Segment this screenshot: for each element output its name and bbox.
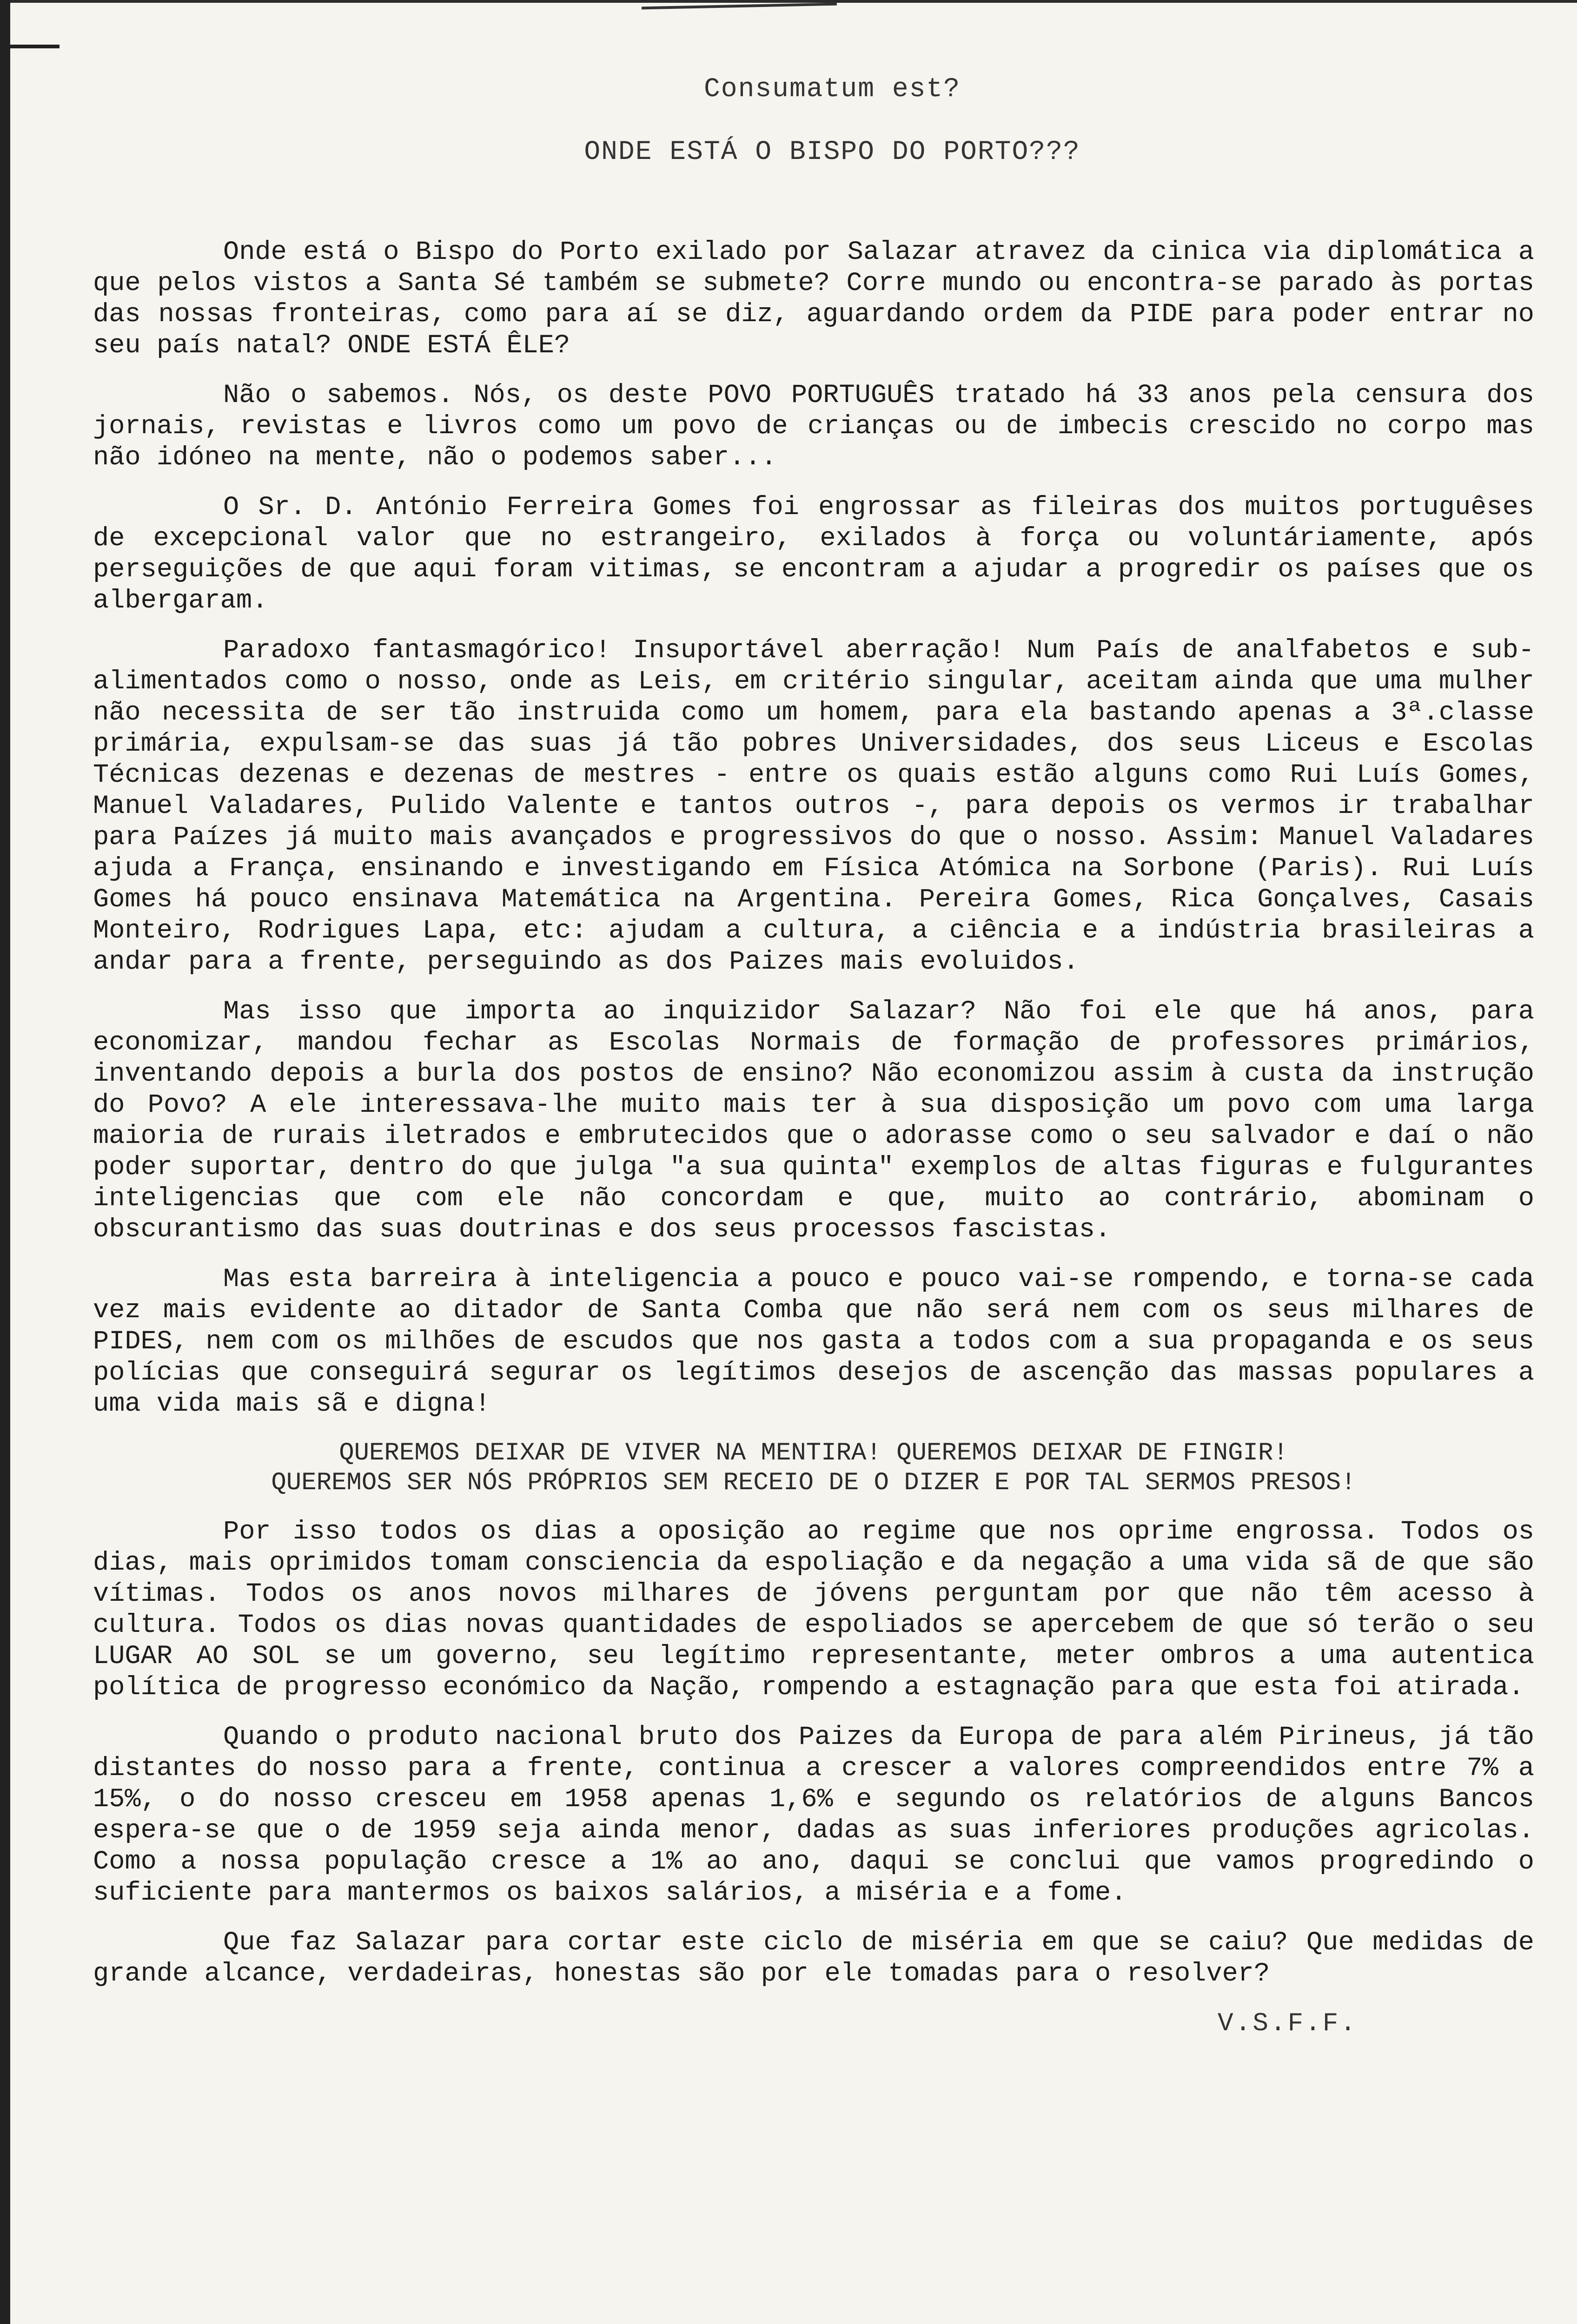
paragraph-3 [93,492,1534,617]
paragraph-5 [93,997,1534,1246]
paragraph-7-text: Por isso todos os dias a oposição ao regime que nos oprime engrossa. Todos os dias, mais oprimidos tomam consciencia da espoliação e da negação a uma vida sã de que são vítimas. Todos os anos novos milhares de jóvens perguntam por que não têm acesso à cultura. Todos os dias novas quantidades de espoliados se apercebem de que só terão o seu LUGAR AO SOL se um governo, seu legítimo representante, meter ombros a uma autentica política de progresso económico da Nação, rompendo a estagnação para que esta foi atirada. [93,1517,1534,1703]
paragraph-9-text: Que faz Salazar para cortar este ciclo de miséria em que se caiu? Que medidas de grande alcance, verdadeiras, honestas são por ele tomadas para o resolver? [93,1928,1534,1989]
scan-left-edge [0,0,10,2324]
paragraph-1-text: Onde está o Bispo do Porto exilado por Salazar atravez da cinica via diplomática a que pelos vistos a Santa Sé também se submete? Corre mundo ou encontra-se parado às portas das nossas fronteiras, como para aí se diz, aguardando ordem da PIDE para poder entrar no seu país natal? ONDE ESTÁ ÊLE? [93,238,1534,361]
heading-main: ONDE ESTÁ O BISPO DO PORTO??? [584,137,1080,167]
signature: V.S.F.F. [1218,2008,1358,2038]
paragraph-7 [93,1517,1534,1703]
paragraph-4-text: Paradoxo fantasmagórico! Insuportável aberração! Num País de analfabetos e sub-alimentados como o nosso, onde as Leis, em critério singular, aceitam ainda que uma mulher não necessita de ser tão instruida como um homem, para ela bastando apenas a 3ª.classe primária, expulsam-se das suas já tão pobres Universidades, dos seus Liceus e Escolas Técnicas dezenas e dezenas de mestres - entre os quais estão alguns como Rui Luís Gomes, Manuel Valadares, Pulido Valente e tantos outros -, para depois os vermos ir trabalhar para Paízes já muito mais avançados e progressivos do que o nosso. Assim: Manuel Valadares ajuda a França, ensinando e investigando em Física Atómica na Sorbone (Paris). Rui Luís Gomes há pouco ensinava Matemática na Argentina. Pereira Gomes, Rica Gonçalves, Casais Monteiro, Rodrigues Lapa, etc: ajudam a cultura, a ciência e a indústria brasileiras a andar para a frente, perseguindo as dos Paizes mais evoluidos. [93,636,1534,977]
slogan-line-2: QUEREMOS SER NÓS PRÓPRIOS SEM RECEIO DE O DIZER E POR TAL SERMOS PRESOS! [271,1469,1356,1497]
paragraph-6-text: Mas esta barreira à inteligencia a pouco e pouco vai-se rompendo, e torna-se cada vez mais evidente ao ditador de Santa Comba que não será nem com os seus milhares de PIDES, nem com os milhões de escudos que nos gasta a todos com a sua propaganda e os seus polícias que conseguirá segurar os legítimos desejos de ascenção das massas populares a uma vida mais sã e digna! [93,1265,1534,1419]
scan-top-edge [0,0,1577,17]
document-body [93,74,1534,2038]
paragraph-3-text: O Sr. D. António Ferreira Gomes foi engrossar as fileiras dos muitos portuguêses de excepcional valor que no estrangeiro, exilados à força ou voluntáriamente, após perseguições de que aqui foram vitimas, se encontram a ajudar a progredir os países que os albergaram. [93,493,1534,616]
scan-edge-mark [8,45,60,48]
slogan-block [93,1439,1534,1498]
heading-top: Consumatum est? [703,74,961,105]
paragraph-9 [93,1928,1534,1990]
paragraph-5-text: Mas isso que importa ao inquizidor Salazar? Não foi ele que há anos, para economizar, mandou fechar as Escolas Normais de formação de professores primários, inventando depois a burla dos postos de ensino? Não economizou assim à custa da instrução do Povo? A ele interessava-lhe muito mais ter à sua disposição um povo com uma larga maioria de rurais iletrados e embrutecidos que o adorasse como o seu salvador e daí o não poder suportar, dentro do que julga "a sua quinta" exemplos de altas figuras e fulgurantes inteligencias que com ele não concordam e que, muito ao contrário, abominam o obscurantismo das suas doutrinas e dos seus processos fascistas. [93,997,1534,1245]
paragraph-6 [93,1264,1534,1420]
paragraph-8 [93,1722,1534,1909]
paragraph-1 [93,237,1534,362]
paragraph-4 [93,635,1534,978]
slogan-line-1: QUEREMOS DEIXAR DE VIVER NA MENTIRA! QUEREMOS DEIXAR DE FINGIR! [339,1439,1288,1467]
paragraph-2 [93,380,1534,474]
paragraph-2-text: Não o sabemos. Nós, os deste POVO PORTUGUÊS tratado há 33 anos pela censura dos jornais, revistas e livros como um povo de crianças ou de imbecis crescido no corpo mas não idóneo na mente, não o podemos saber... [93,381,1534,473]
paragraph-8-text: Quando o produto nacional bruto dos Paizes da Europa de para além Pirineus, já tão distantes do nosso para a frente, continua a crescer a valores compreendidos entre 7% a 15%, o do nosso cresceu em 1958 apenas 1,6% e segundo os relatórios de alguns Bancos espera-se que o de 1959 seja ainda menor, dadas as suas inferiores produções agricolas. Como a nossa população cresce a 1% ao ano, daqui se conclui que vamos progredindo o suficiente para mantermos os baixos salários, a miséria e a fome. [93,1723,1534,1908]
